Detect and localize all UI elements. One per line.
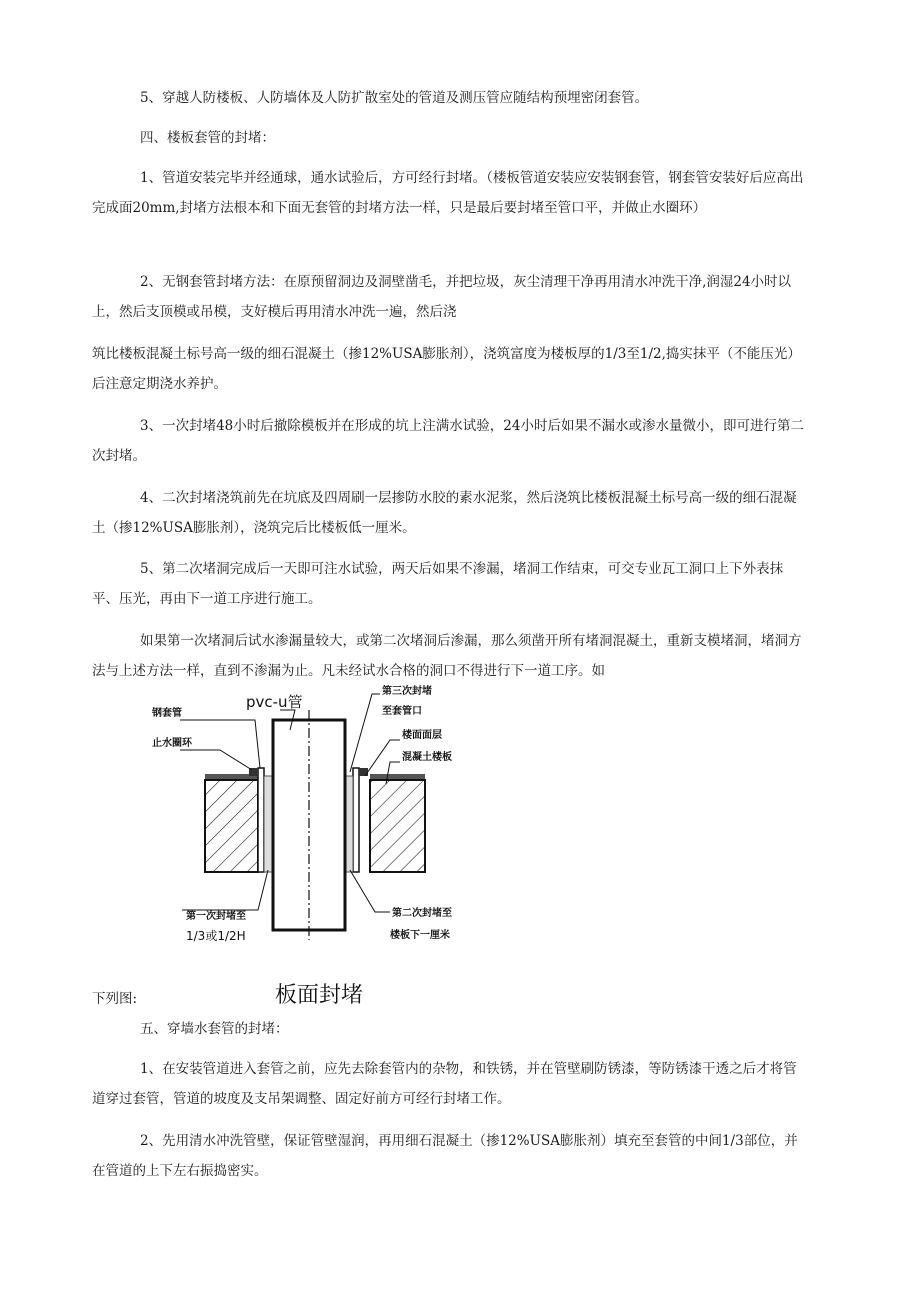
section-heading-4: 四、楼板套管的封堵：	[140, 130, 275, 146]
label-second-seal-line2: 楼板下一厘米	[390, 930, 450, 941]
paragraph-1: 5、穿越人防楼板、人防墙体及人防扩散室处的管道及测压管应随结构预埋密闭套管。	[140, 90, 649, 106]
label-second-seal-line1: 第二次封堵至	[392, 908, 452, 919]
leader-second-seal	[350, 870, 390, 912]
leader-steel-sleeve	[180, 720, 260, 768]
label-water-ring: 止水圈环	[152, 738, 192, 749]
label-first-seal-line2: 1/3或1/2H	[186, 929, 246, 943]
label-third-seal-line1: 第三次封堵	[382, 686, 432, 697]
paragraph-6: 4、二次封堵浇筑前先在坑底及四周刷一层掺防水胶的素水泥浆，然后浇筑比楼板混凝土标号高一级的细石混凝土（掺12%USA膨胀剂），浇筑完后比楼板低一厘米。	[92, 490, 797, 536]
steel-sleeve-right	[353, 768, 359, 872]
paragraph-10: 1、在安装管道进入套管之前，应先去除套管内的杂物，和铁锈，并在管壁刷防锈漆，等防锈漆干透之后才将管道穿过套管，管道的坡度及支吊架调整、固定好前方可经行封堵工作。	[92, 1061, 797, 1107]
paragraph-9: 下列图:	[92, 991, 138, 1007]
water-ring-right	[359, 768, 368, 776]
steel-sleeve-left	[258, 768, 264, 872]
paragraph-8: 如果第一次堵洞后试水渗漏量较大，或第二次堵洞后渗漏，那么须凿开所有堵洞混凝土，重新支模堵洞，堵洞方法与上述方法一样，直到不渗漏为止。凡未经试水合格的洞口不得进行下一道工序。如	[92, 633, 802, 679]
figure-caption: 板面封堵	[275, 983, 364, 1008]
section-heading-5: 五、穿墙水套管的封堵：	[140, 1021, 289, 1037]
label-third-seal-line2: 至套管口	[382, 706, 422, 717]
label-floor-surface: 楼面面层	[402, 730, 442, 741]
paragraph-5: 3、一次封堵48小时后撤除模板并在形成的坑上注满水试验，24小时后如果不漏水或渗水量微小，即可进行第二次封堵。	[92, 418, 804, 464]
paragraph-3: 2、无钢套管封堵方法：在原预留洞边及洞壁凿毛，并把垃圾，灰尘清理干净再用清水冲洗干净,润湿24小时以上，然后支顶模或吊模，支好模后再用清水冲洗一遍，然后浇	[92, 274, 792, 320]
concrete-slab-right	[370, 780, 425, 872]
paragraph-11: 2、先用清水冲洗管壁，保证管壁湿润，再用细石混凝土（掺12%USA膨胀剂）填充至套管的中间1/3部位，并在管道的上下左右振捣密实。	[92, 1133, 798, 1179]
paragraph-4: 筑比楼板混凝土标号高一级的细石混凝土（掺12%USA膨胀剂），浇筑富度为楼板厚的1/3至1/2,捣实抹平（不能压光）后注意定期浇水养护。	[92, 346, 801, 392]
label-steel-sleeve: 钢套管	[152, 708, 182, 719]
leader-floor-surface	[365, 740, 400, 776]
concrete-slab-left	[205, 780, 258, 872]
label-concrete-slab: 混凝土楼板	[402, 752, 452, 763]
paragraph-7: 5、第二次堵洞完成后一天即可注水试验，两天后如果不渗漏，堵洞工作结束，可交专业瓦工洞口上下外表抹平、压光，再由下一道工序进行施工。	[92, 561, 784, 607]
label-first-seal-line1: 第一次封堵至	[186, 911, 246, 922]
leader-water-ring	[180, 750, 252, 770]
floor-sleeve-sealing-diagram	[150, 680, 480, 1010]
paragraph-2: 1、管道安装完毕并经通球，通水试验后，方可经行封堵。（楼板管道安装应安装钢套管，钢套管安装好后应高出完成面20mm,封堵方法根本和下面无套管的封堵方法一样，只是最后要封堵至管口平，并做止水圈环）	[92, 170, 804, 216]
label-pvc-u-pipe: pvc-u管	[246, 693, 303, 711]
leader-first-seal	[182, 870, 268, 910]
